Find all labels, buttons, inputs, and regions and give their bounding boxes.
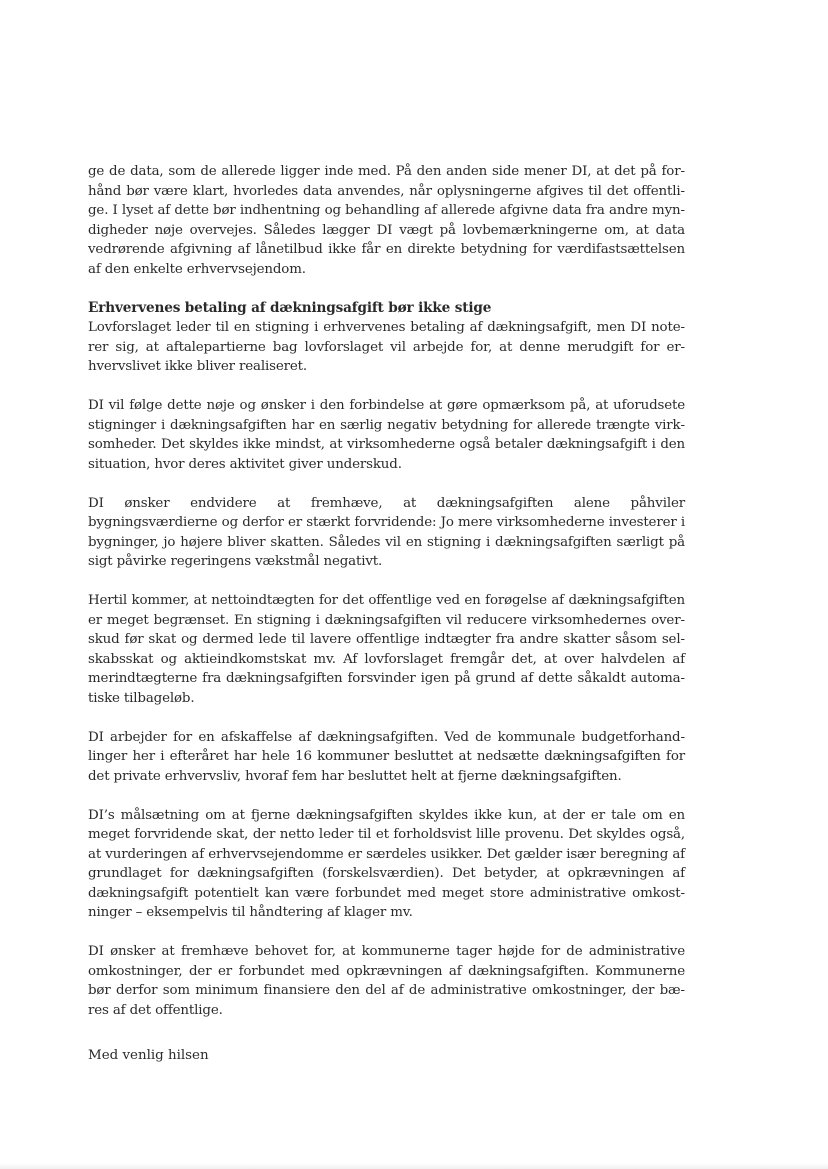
scan-edge-shadow bbox=[0, 1163, 828, 1169]
letter-body bbox=[88, 162, 685, 1020]
closing-salutation: Med venlig hilsen bbox=[88, 1048, 209, 1063]
section-paragraph-1: Lovforslaget leder til en stigning i erhvervenes betaling af dækningsafgift, men DI noterer sig, at aftalepartierne bag lovforslaget vil arbejde for, at denne merudgift for erhvervslivet ikke bliver realiseret. bbox=[88, 320, 685, 374]
section-paragraph-7: DI ønsker at fremhæve behovet for, at kommunerne tager højde for de administrative omkostninger, der er forbundet med opkrævningen af dækningsafgiften. Kommunerne bør derfor som minimum finansiere den del af de administrative omkostninger, der bæres af det offentlige. bbox=[88, 944, 685, 1018]
section-paragraph-4: Hertil kommer, at nettoindtægten for det offentlige ved en forøgelse af dækningsafgiften er meget begrænset. En stigning i dækningsafgiften vil reducere virksomhedernes overskud før skat og dermed lede til lavere offentlige indtægter fra andre skatter såsom selskabsskat og aktieindkomstskat mv. Af lovforslaget fremgår det, at over halvdelen af merindtægterne fra dækningsafgiften forsvinder igen på grund af dette såkaldt automatiske tilbageløb. bbox=[88, 593, 685, 706]
section-paragraph-5: DI arbejder for en afskaffelse af dækningsafgiften. Ved de kommunale budgetforhandlinger her i efteråret har hele 16 kommuner besluttet at nedsætte dækningsafgiften for det private erhvervsliv, hvoraf fem har besluttet helt at fjerne dækningsafgiften. bbox=[88, 729, 685, 784]
section-paragraph-3: DI ønsker endvidere at fremhæve, at dækningsafgiften alene påhviler bygningsværdierne og derfor er stærkt forvridende: Jo mere virksomhederne investerer i bygninger, jo højere bliver skatten. Således vil en stigning i dækningsafgiften særligt på sigt påvirke regeringens vækstmål negativt. bbox=[88, 495, 685, 569]
section-heading: Erhvervenes betaling af dækningsafgift bør ikke stige bbox=[88, 299, 492, 316]
intro-paragraph: ge de data, som de allerede ligger inde med. På den anden side mener DI, at det på forhånd bør være klart, hvorledes data anvendes, når oplysningerne afgives til det offentlige. I lyset af dette bør indhentning og behandling af allerede afgivne data fra andre myndigheder nøje overvejes. Således lægger DI vægt på lovbemærkningerne om, at data vedrørende afgivning af lånetilbud ikke får en direkte betydning for værdifastsættelsen af den enkelte erhvervsejendom. bbox=[88, 164, 685, 277]
section-paragraph-6: DI’s målsætning om at fjerne dækningsafgiften skyldes ikke kun, at der er tale om en meget forvridende skat, der netto leder til et forholdsvist lille provenu. Det skyldes også, at vurderingen af erhvervsejendomme er særdeles usikker. Det gælder især beregning af grundlaget for dækningsafgiften (forskelsværdien). Det betyder, at opkrævningen af dækningsafgift potentielt kan være forbundet med meget store administrative omkostninger – eksempelvis til håndtering af klager mv. bbox=[88, 807, 685, 920]
section-paragraph-2: DI vil følge dette nøje og ønsker i den forbindelse at gøre opmærksom på, at uforudsete stigninger i dækningsafgiften har en særlig negativ betydning for allerede trængte virksomheder. Det skyldes ikke mindst, at virksomhederne også betaler dækningsafgift i den situation, hvor deres aktivitet giver underskud. bbox=[88, 398, 685, 472]
